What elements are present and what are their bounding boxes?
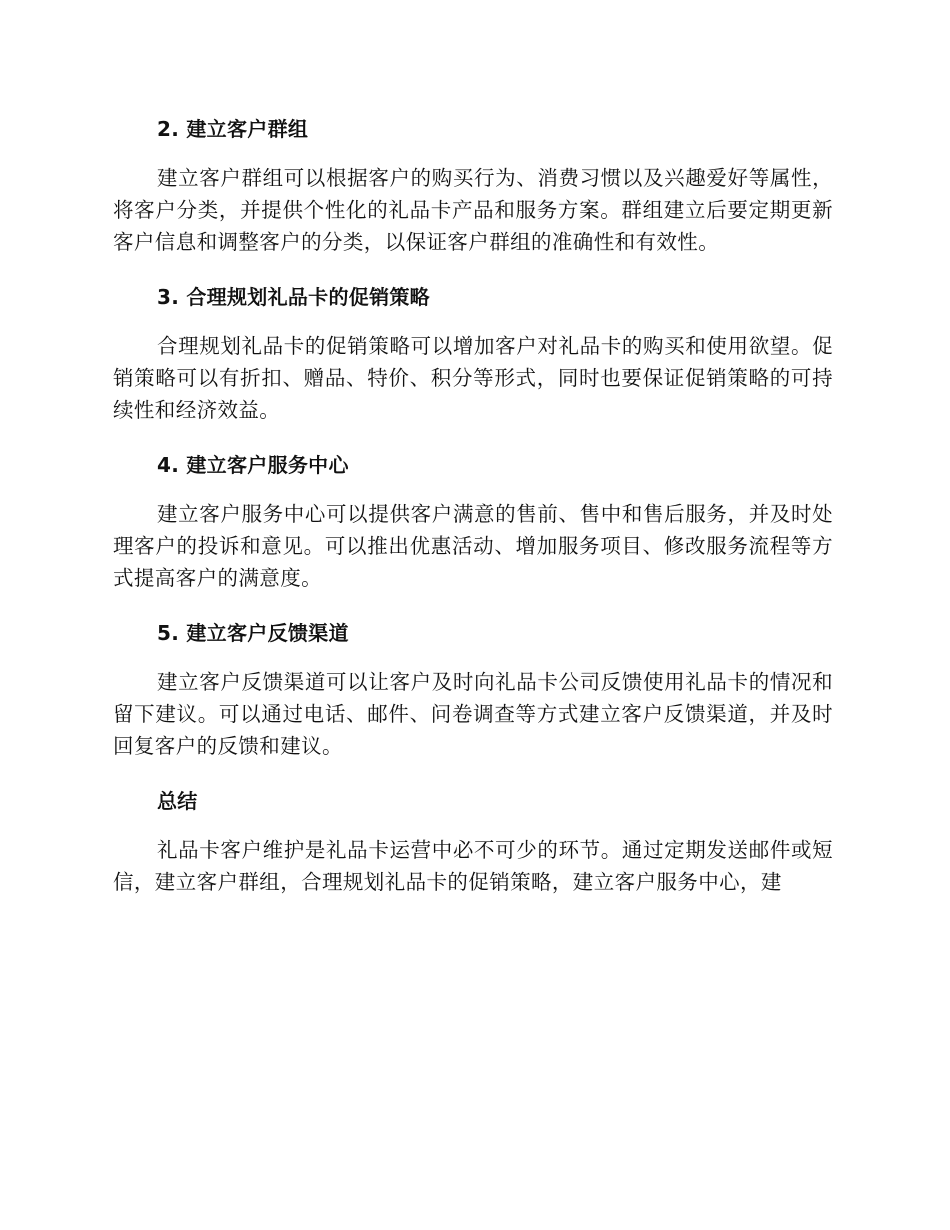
- section-paragraph: 合理规划礼品卡的促销策略可以增加客户对礼品卡的购买和使用欲望。促销策略可以有折扣、赠品、特价、积分等形式，同时也要保证促销策略的可持续性和经济效益。: [113, 334, 833, 422]
- section-heading: 4. 建立客户服务中心: [157, 453, 349, 477]
- section-paragraph: 建立客户服务中心可以提供客户满意的售前、售中和售后服务，并及时处理客户的投诉和意见。可以推出优惠活动、增加服务项目、修改服务流程等方式提高客户的满意度。: [113, 502, 833, 590]
- section-heading: 总结: [157, 789, 198, 813]
- section-heading: 3. 合理规划礼品卡的促销策略: [157, 285, 430, 309]
- section-heading: 2. 建立客户群组: [157, 117, 309, 141]
- document-content: [113, 108, 833, 898]
- section-service-center: [113, 444, 833, 594]
- section-summary: [113, 780, 833, 898]
- section-promotion-strategy: [113, 276, 833, 426]
- section-paragraph: 建立客户群组可以根据客户的购买行为、消费习惯以及兴趣爱好等属性，将客户分类，并提供个性化的礼品卡产品和服务方案。群组建立后要定期更新客户信息和调整客户的分类，以保证客户群组的准确性和有效性。: [113, 166, 833, 254]
- section-heading: 5. 建立客户反馈渠道: [157, 621, 349, 645]
- section-feedback-channel: [113, 612, 833, 762]
- section-paragraph: 礼品卡客户维护是礼品卡运营中必不可少的环节。通过定期发送邮件或短信，建立客户群组，合理规划礼品卡的促销策略，建立客户服务中心，建: [113, 838, 833, 894]
- section-customer-groups: [113, 108, 833, 258]
- section-paragraph: 建立客户反馈渠道可以让客户及时向礼品卡公司反馈使用礼品卡的情况和留下建议。可以通过电话、邮件、问卷调查等方式建立客户反馈渠道，并及时回复客户的反馈和建议。: [113, 670, 833, 758]
